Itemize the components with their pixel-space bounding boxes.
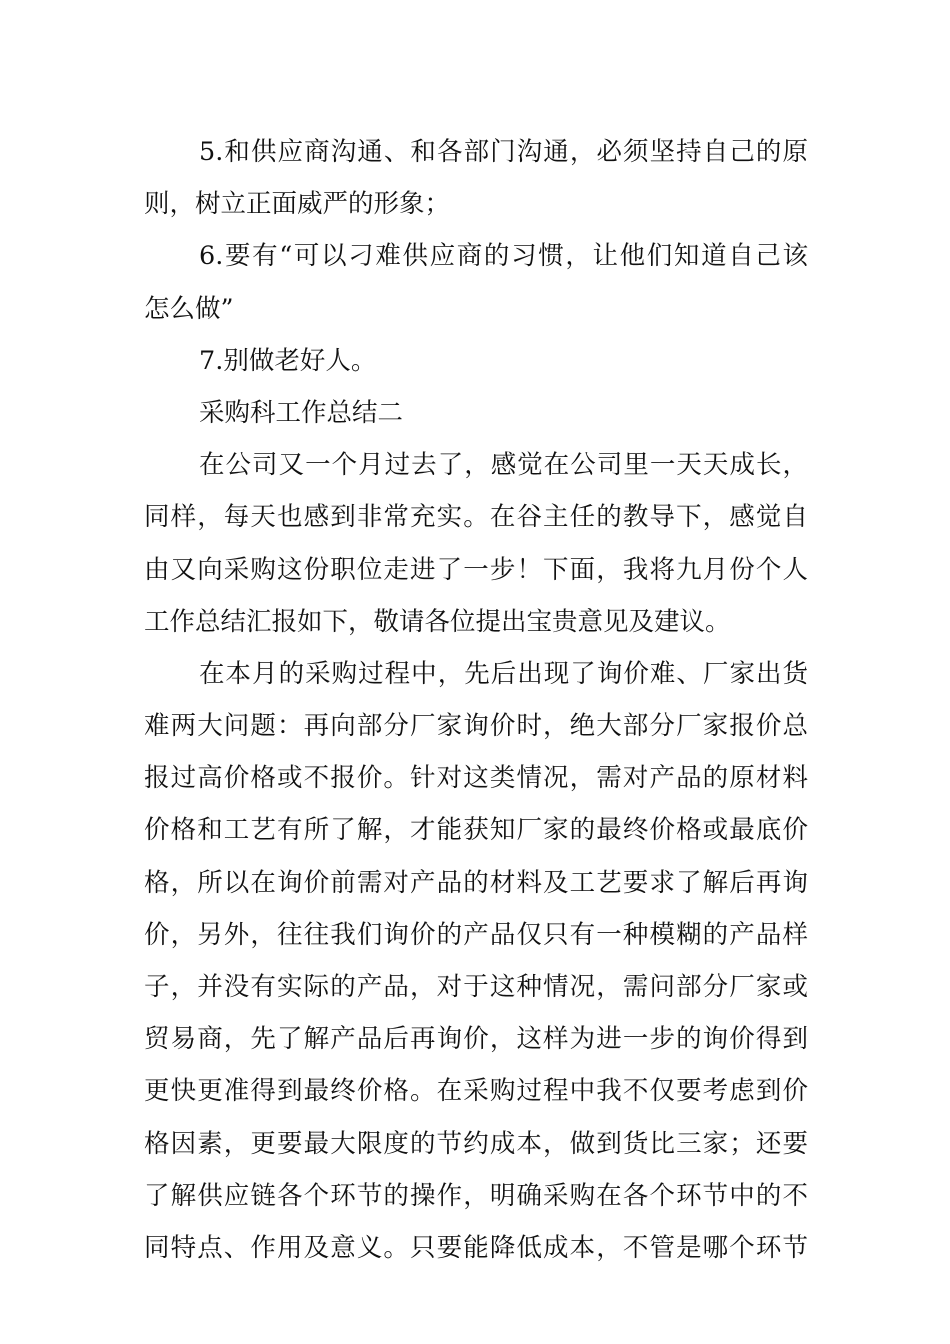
text-line: 格因素，更要最大限度的节约成本，做到货比三家；还要 xyxy=(144,1128,808,1159)
text-line: 在本月的采购过程中，先后出现了询价难、厂家出货 xyxy=(199,658,808,689)
text-line: 6.要有“可以刁难供应商的习惯，让他们知道自己该 xyxy=(199,241,808,272)
text-line: 由又向采购这份职位走进了一步！下面，我将九月份个人 xyxy=(144,554,808,585)
text-line: 在公司又一个月过去了，感觉在公司里一天天成长， xyxy=(199,450,808,481)
text-line: 价格和工艺有所了解，才能获知厂家的最终价格或最底价 xyxy=(144,815,808,846)
text-line: 则，树立正面威严的形象； xyxy=(144,189,451,220)
text-line: 了解供应链各个环节的操作，明确采购在各个环节中的不 xyxy=(144,1180,808,1211)
text-line: 同样，每天也感到非常充实。在谷主任的教导下，感觉自 xyxy=(144,502,808,533)
text-line: 7.别做老好人。 xyxy=(199,345,377,376)
text-line: 工作总结汇报如下，敬请各位提出宝贵意见及建议。 xyxy=(144,606,731,637)
text-line: 更快更准得到最终价格。在采购过程中我不仅要考虑到价 xyxy=(144,1076,808,1107)
text-line: 贸易商，先了解产品后再询价，这样为进一步的询价得到 xyxy=(144,1024,808,1055)
text-line: 报过高价格或不报价。针对这类情况，需对产品的原材料 xyxy=(144,763,808,794)
text-line: 同特点、作用及意义。只要能降低成本，不管是哪个环节 xyxy=(144,1232,808,1263)
text-line: 格，所以在询价前需对产品的材料及工艺要求了解后再询 xyxy=(144,867,808,898)
text-line: 价，另外，往往我们询价的产品仅只有一种模糊的产品样 xyxy=(144,919,808,950)
text-line: 5.和供应商沟通、和各部门沟通，必须坚持自己的原 xyxy=(199,137,808,167)
text-line: 子，并没有实际的产品，对于这种情况，需问部分厂家或 xyxy=(144,972,808,1002)
text-line: 难两大问题：再向部分厂家询价时，绝大部分厂家报价总 xyxy=(144,711,808,742)
text-line: 怎么做” xyxy=(144,293,234,324)
document-body xyxy=(144,126,808,1274)
section-heading: 采购科工作总结二 xyxy=(199,397,404,428)
